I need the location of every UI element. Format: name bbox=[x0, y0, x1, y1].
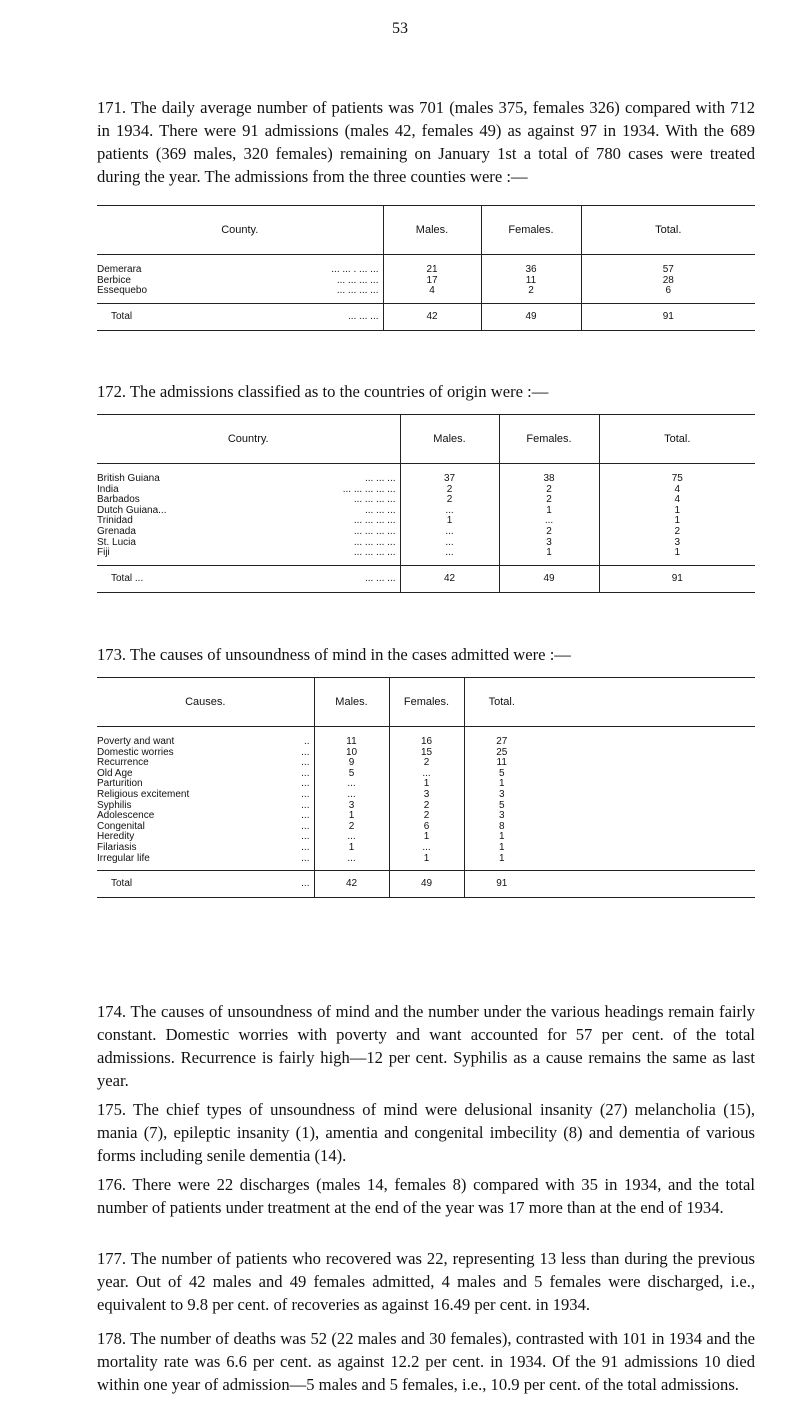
table-row bbox=[97, 548, 755, 565]
cell-females: 36 bbox=[481, 255, 581, 276]
paragraph-177: 177. The number of patients who recovered was 22, representing 13 less than during the previous year. Out of 42 males and 49 females admitted, 4 males and 5 females were discharged, i.e., equivalent to 9.8 per cent. of recoveries as against 16.49 per cent. in 1934. bbox=[97, 1249, 755, 1314]
paragraph-174: 174. The causes of unsoundness of mind and the number under the various headings remain fairly constant. Domestic worries with poverty and want accounted for 57 per cent. of the total admissions. Recurrence is fairly high—12 per cent. Syphilis as a cause remains the same as last year. bbox=[97, 1002, 755, 1090]
leader-dots: .. bbox=[303, 736, 310, 747]
cell-females: 2 bbox=[499, 485, 599, 496]
total-females: 49 bbox=[389, 871, 464, 898]
cell-females: 6 bbox=[389, 822, 464, 833]
leader-dots: ... bbox=[301, 820, 310, 832]
row-label: Recurrence bbox=[97, 757, 149, 769]
row-label: Heredity bbox=[97, 831, 135, 843]
cell-total: 1 bbox=[464, 779, 539, 790]
cell-females: 15 bbox=[389, 748, 464, 759]
cell-total: 1 bbox=[464, 832, 539, 843]
table-row bbox=[97, 276, 755, 287]
leader-dots: ... ... ... bbox=[364, 504, 396, 516]
cell-total: 6 bbox=[581, 286, 755, 303]
cell-females: 1 bbox=[389, 854, 464, 871]
leader-dots: ... ... ... ... bbox=[336, 285, 379, 297]
cell-males: 1 bbox=[400, 516, 499, 527]
total-males: 42 bbox=[383, 303, 481, 330]
row-label: Old Age bbox=[97, 767, 133, 779]
cell-males: 2 bbox=[400, 495, 499, 506]
table-row bbox=[97, 516, 755, 527]
table-countries bbox=[97, 414, 755, 593]
cell-females: 16 bbox=[389, 727, 464, 748]
table-row bbox=[97, 506, 755, 517]
header-males: Males. bbox=[383, 206, 481, 255]
header-females: Females. bbox=[499, 415, 599, 464]
total-total: 91 bbox=[581, 303, 755, 330]
cell-total: 3 bbox=[464, 790, 539, 801]
table-body bbox=[97, 727, 755, 871]
cell-total: 8 bbox=[464, 822, 539, 833]
table-row bbox=[97, 286, 755, 303]
paragraph-175: 175. The chief types of unsoundness of mind were delusional insanity (27) melancholia (15), mania (7), epileptic insanity (1), amentia and congenital imbecility (8) and dementia of various forms including senile dementia (14). bbox=[97, 1100, 755, 1165]
cell-females: 2 bbox=[481, 286, 581, 303]
cell-total: 2 bbox=[599, 527, 755, 538]
cell-total: 1 bbox=[464, 843, 539, 854]
leader-dots: ... bbox=[301, 852, 310, 864]
header-causes: Causes. bbox=[185, 696, 226, 708]
cell-males: 17 bbox=[383, 276, 481, 287]
cell-females: 2 bbox=[499, 495, 599, 506]
table-row bbox=[97, 527, 755, 538]
cell-males: ... bbox=[314, 790, 389, 801]
cell-males: ... bbox=[400, 548, 499, 565]
cell-total: 27 bbox=[464, 727, 539, 748]
leader-dots: ... bbox=[301, 841, 310, 853]
cell-total: 1 bbox=[464, 854, 539, 871]
cell-total: 4 bbox=[599, 495, 755, 506]
leader-dots: ... ... ... bbox=[364, 572, 396, 584]
cell-females: 1 bbox=[389, 779, 464, 790]
cell-total: 5 bbox=[464, 769, 539, 780]
cell-males: ... bbox=[314, 832, 389, 843]
cell-males: 1 bbox=[314, 843, 389, 854]
row-label: Religious excitement bbox=[97, 788, 190, 800]
leader-dots: ... ... ... ... bbox=[336, 274, 379, 286]
cell-males: ... bbox=[400, 506, 499, 517]
total-females: 49 bbox=[481, 303, 581, 330]
cell-females: 2 bbox=[499, 527, 599, 538]
table-counties bbox=[97, 205, 755, 331]
cell-total: 4 bbox=[599, 485, 755, 496]
row-label: St. Lucia bbox=[97, 536, 136, 548]
cell-total: 1 bbox=[599, 506, 755, 517]
paragraph-172: 172. The admissions classified as to the countries of origin were :— bbox=[97, 382, 549, 401]
leader-dots: ... bbox=[301, 778, 310, 790]
table-header-row bbox=[97, 206, 755, 255]
leader-dots: ... ... ... ... bbox=[353, 525, 396, 537]
total-label: Total ... bbox=[111, 572, 144, 584]
cell-males: 1 bbox=[314, 811, 389, 822]
cell-males: ... bbox=[400, 538, 499, 549]
leader-dots: ... ... ... ... bbox=[353, 515, 396, 527]
header-females: Females. bbox=[481, 206, 581, 255]
table-row bbox=[97, 854, 755, 871]
table-row bbox=[97, 464, 755, 485]
cell-males: 2 bbox=[400, 485, 499, 496]
header-males: Males. bbox=[400, 415, 499, 464]
cell-total: 5 bbox=[464, 801, 539, 812]
cell-males: ... bbox=[314, 854, 389, 871]
table-row bbox=[97, 495, 755, 506]
leader-dots: ... bbox=[301, 788, 310, 800]
cell-females: 3 bbox=[389, 790, 464, 801]
row-label: Grenada bbox=[97, 525, 136, 537]
table-row bbox=[97, 727, 755, 748]
row-label: British Guiana bbox=[97, 473, 160, 484]
table-total-row bbox=[97, 303, 755, 330]
cell-females: 11 bbox=[481, 276, 581, 287]
paragraph-178: 178. The number of deaths was 52 (22 males and 30 females), contrasted with 101 in 1934 and the mortality rate was 6.6 per cent. as against 12.2 per cent. in 1934. Of the 91 admissions 10 died within one year of admission—5 males and 5 females, i.e., 10.9 per cent. of the total admissions. bbox=[97, 1329, 755, 1394]
table-row bbox=[97, 790, 755, 801]
cell-females: 2 bbox=[389, 758, 464, 769]
cell-total: 3 bbox=[599, 538, 755, 549]
paragraph-173: 173. The causes of unsoundness of mind in the cases admitted were :— bbox=[97, 645, 571, 664]
cell-females: ... bbox=[499, 516, 599, 527]
cell-males: 21 bbox=[383, 255, 481, 276]
row-label: Trinidad bbox=[97, 515, 133, 527]
table-header-row bbox=[97, 415, 755, 464]
leader-dots: ... ... ... ... bbox=[353, 494, 396, 506]
cell-total: 28 bbox=[581, 276, 755, 287]
header-county: County. bbox=[221, 224, 259, 236]
row-label: Essequebo bbox=[97, 285, 148, 297]
cell-males: 4 bbox=[383, 286, 481, 303]
total-total: 91 bbox=[599, 565, 755, 592]
total-total: 91 bbox=[464, 871, 539, 898]
cell-males: 2 bbox=[314, 822, 389, 833]
cell-total: 1 bbox=[599, 548, 755, 565]
table-row bbox=[97, 485, 755, 496]
table-body bbox=[97, 464, 755, 566]
table-causes bbox=[97, 677, 755, 898]
total-males: 42 bbox=[314, 871, 389, 898]
leader-dots: ... bbox=[301, 767, 310, 779]
table-header-row bbox=[97, 678, 755, 727]
header-total: Total. bbox=[581, 206, 755, 255]
row-label: Poverty and want bbox=[97, 736, 175, 747]
table-row bbox=[97, 255, 755, 276]
cell-males: 37 bbox=[400, 464, 499, 485]
table-row bbox=[97, 538, 755, 549]
cell-females: 3 bbox=[499, 538, 599, 549]
cell-females: ... bbox=[389, 843, 464, 854]
cell-total: 57 bbox=[581, 255, 755, 276]
cell-females: 1 bbox=[499, 506, 599, 517]
cell-females: 1 bbox=[389, 832, 464, 843]
leader-dots: ... ... . ... ... bbox=[331, 264, 379, 275]
paragraph-176: 176. There were 22 discharges (males 14, females 8) compared with 35 in 1934, and the total number of patients under treatment at the end of the year was 17 more than at the end of 1934. bbox=[97, 1175, 755, 1217]
header-country: Country. bbox=[227, 433, 269, 445]
cell-total: 1 bbox=[599, 516, 755, 527]
row-label: Congenital bbox=[97, 820, 145, 832]
cell-total: 25 bbox=[464, 748, 539, 759]
leader-dots: ... bbox=[301, 878, 310, 890]
leader-dots: ... bbox=[301, 746, 310, 758]
cell-females: 1 bbox=[499, 548, 599, 565]
cell-males: 9 bbox=[314, 758, 389, 769]
leader-dots: ... ... ... ... bbox=[353, 547, 396, 559]
page-number: 53 bbox=[392, 20, 408, 37]
paragraph-171: 171. The daily average number of patients was 701 (males 375, females 326) compared with 712 in 1934. There were 91 admissions (males 42, females 49) as against 97 in 1934. With the 689 patients (369 males, 320 females) remaining on January 1st a total of 780 cases were treated during the year. The admissions from the three counties were :— bbox=[97, 98, 755, 186]
cell-total: 75 bbox=[599, 464, 755, 485]
row-label: Domestic worries bbox=[97, 746, 174, 758]
header-females: Females. bbox=[389, 678, 464, 727]
leader-dots: ... ... ... ... ... bbox=[342, 483, 396, 495]
total-females: 49 bbox=[499, 565, 599, 592]
cell-total: 11 bbox=[464, 758, 539, 769]
table-body bbox=[97, 255, 755, 304]
cell-males: 3 bbox=[314, 801, 389, 812]
row-label: Filariasis bbox=[97, 841, 137, 853]
cell-females: 2 bbox=[389, 811, 464, 822]
cell-males: 5 bbox=[314, 769, 389, 780]
total-label: Total bbox=[111, 310, 133, 322]
total-males: 42 bbox=[400, 565, 499, 592]
leader-dots: ... bbox=[301, 757, 310, 769]
table-total-row bbox=[97, 565, 755, 592]
leader-dots: ... bbox=[301, 810, 310, 822]
leader-dots: ... ... ... ... bbox=[353, 536, 396, 548]
row-label: Demerara bbox=[97, 264, 142, 275]
cell-males: ... bbox=[314, 779, 389, 790]
table-total-row bbox=[97, 871, 755, 898]
row-label: Fiji bbox=[97, 547, 110, 559]
cell-males: 10 bbox=[314, 748, 389, 759]
row-label: Parturition bbox=[97, 778, 143, 790]
leader-dots: ... bbox=[301, 831, 310, 843]
leader-dots: ... bbox=[301, 799, 310, 811]
total-label: Total bbox=[111, 878, 133, 890]
cell-males: 11 bbox=[314, 727, 389, 748]
leader-dots: ... ... ... bbox=[364, 473, 396, 484]
row-label: Barbados bbox=[97, 494, 140, 506]
header-total: Total. bbox=[599, 415, 755, 464]
row-label: Adolescence bbox=[97, 810, 155, 822]
row-label: Berbice bbox=[97, 274, 131, 286]
row-label: Syphilis bbox=[97, 799, 132, 811]
row-label: Dutch Guiana... bbox=[97, 504, 167, 516]
leader-dots: ... ... ... bbox=[347, 310, 379, 322]
table-row bbox=[97, 843, 755, 854]
cell-females: 38 bbox=[499, 464, 599, 485]
header-total: Total. bbox=[464, 678, 539, 727]
cell-females: ... bbox=[389, 769, 464, 780]
cell-females: 2 bbox=[389, 801, 464, 812]
cell-males: ... bbox=[400, 527, 499, 538]
cell-total: 3 bbox=[464, 811, 539, 822]
row-label: Irregular life bbox=[97, 852, 150, 864]
header-males: Males. bbox=[314, 678, 389, 727]
row-label: India bbox=[97, 483, 119, 495]
